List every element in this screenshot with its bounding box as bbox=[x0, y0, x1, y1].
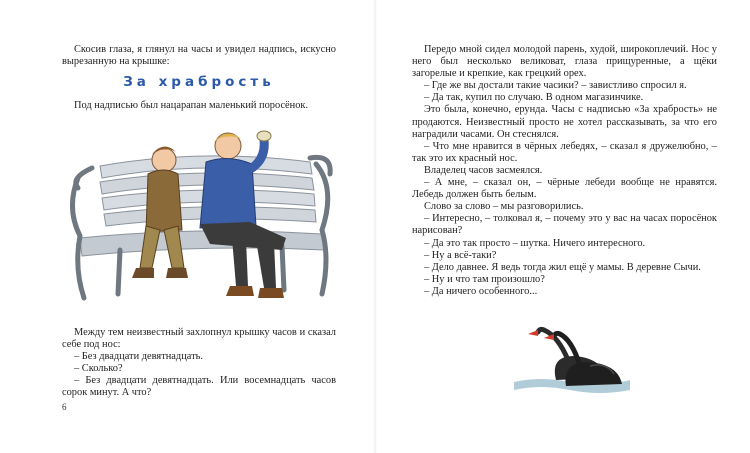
text-paragraph: – Интересно, – толковал я, – почему это у вас на часах поросёнок нарисован? bbox=[412, 213, 717, 237]
text-paragraph: Между тем неизвестный захлопнул крышку часов и сказал себе под нос: bbox=[62, 327, 336, 351]
text-paragraph: Передо мной сидел молодой парень, худой, широкоплечий. Нос у него был несколько великоват, глаза прищуренные, а щёки загорелые и крепкие, как грецкий орех. bbox=[412, 44, 717, 80]
text-paragraph: – Где же вы достали такие часики? – завистливо спросил я. bbox=[424, 80, 687, 92]
text-paragraph: – Без двадцати девятнадцать. bbox=[74, 351, 203, 363]
left-intro-text bbox=[62, 44, 336, 68]
under-inscription-paragraph: Под надписью был нацарапан маленький поросёнок. bbox=[74, 100, 309, 111]
right-page bbox=[375, 0, 750, 453]
right-page-text bbox=[412, 44, 717, 298]
under-inscription-text bbox=[62, 100, 336, 112]
text-paragraph: – Ну а всё-таки? bbox=[424, 249, 497, 261]
intro-paragraph: Скосив глаза, я глянул на часы и увидел надпись, искусно вырезанную на крышке: bbox=[62, 44, 336, 68]
text-paragraph: – Сколько? bbox=[74, 363, 123, 375]
text-paragraph: Владелец часов засмеялся. bbox=[424, 164, 543, 176]
text-paragraph: – А мне, – сказал он, – чёрные лебеди вообще не нравятся. Лебедь должен быть белым. bbox=[412, 177, 717, 201]
text-paragraph: – Без двадцати девятнадцать. Или восемнадцать часов сорок минут. А что? bbox=[62, 375, 336, 399]
text-paragraph: – Ну и что там произошло? bbox=[424, 273, 545, 285]
watch-inscription: За храбрость bbox=[123, 74, 275, 90]
text-paragraph: – Да ничего особенного... bbox=[424, 285, 538, 297]
black-swans-illustration bbox=[510, 316, 635, 396]
page-number: 6 bbox=[62, 402, 67, 412]
text-paragraph: Это была, конечно, ерунда. Часы с надписью «За храбрость» не продаются. Неизвестный просто не хотел рассказывать, за что его наградили часами. Он стеснялся. bbox=[412, 104, 717, 140]
text-paragraph: – Что мне нравится в чёрных лебедях, – сказал я дружелюбно, – так это их красный нос. bbox=[412, 140, 717, 164]
text-paragraph: – Да это так просто – шутка. Ничего интересного. bbox=[424, 237, 646, 249]
left-bottom-text bbox=[62, 327, 336, 400]
text-paragraph: – Дело давнее. Я ведь тогда жил ещё у мамы. В деревне Сычи. bbox=[424, 261, 701, 273]
bench-seat bbox=[80, 231, 324, 256]
bench-illustration bbox=[60, 118, 340, 318]
text-paragraph: – Да так, купил по случаю. В одном магазинчике. bbox=[424, 92, 644, 104]
text-paragraph: Слово за слово – мы разговорились. bbox=[424, 201, 584, 213]
